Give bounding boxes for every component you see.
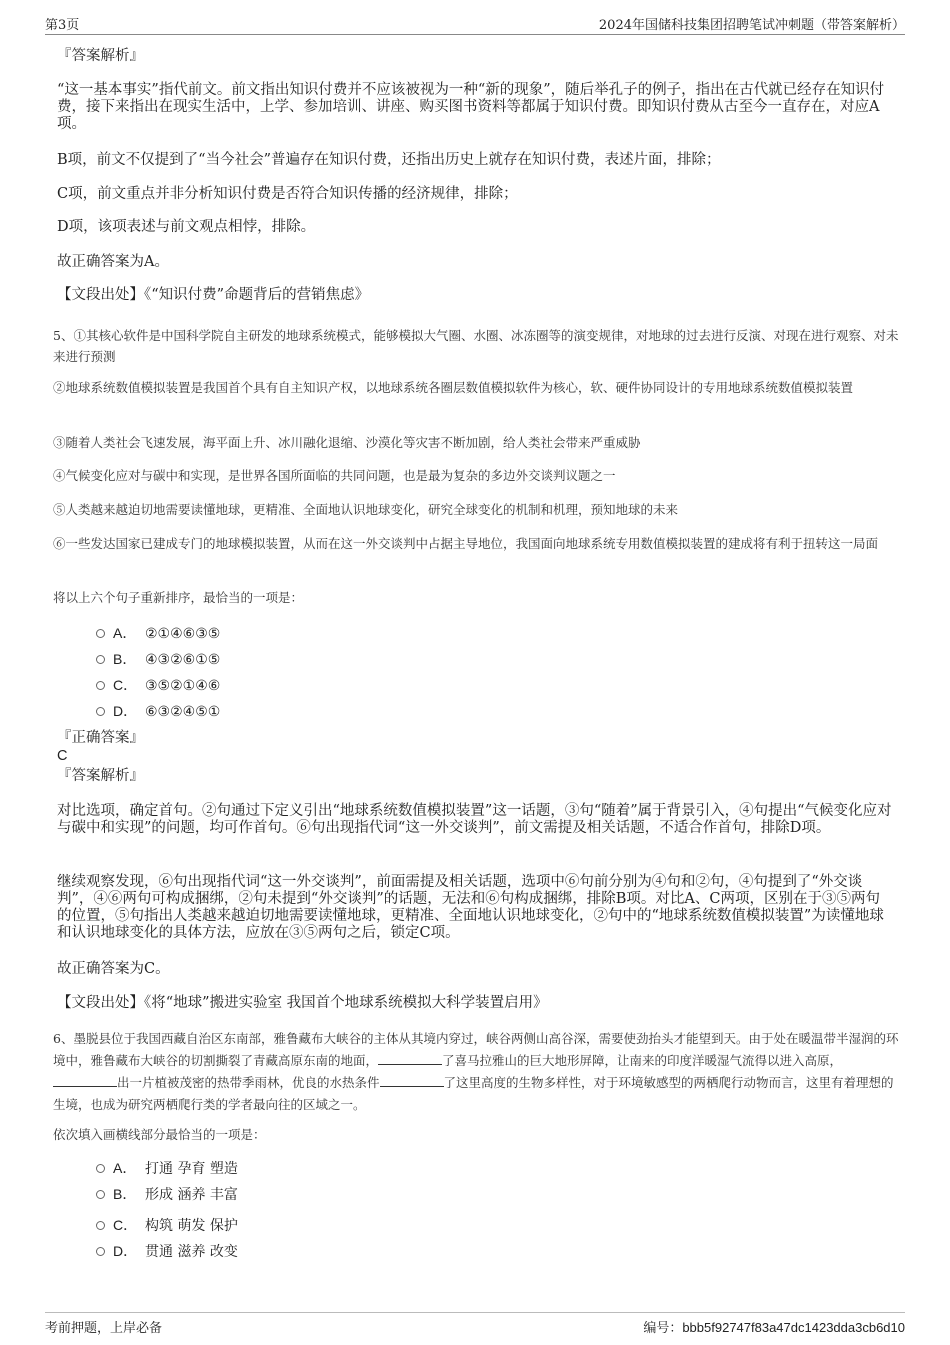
radio-icon[interactable] — [96, 1190, 105, 1199]
radio-icon[interactable] — [96, 681, 105, 690]
q6-option-a[interactable]: A． 打通 孕育 塑造 — [96, 1159, 238, 1178]
q5-option-a[interactable]: A． ②①④⑥③⑤ — [96, 624, 220, 643]
q6-option-c[interactable]: C． 构筑 萌发 保护 — [96, 1216, 238, 1235]
q5-analysis-p1: 对比选项，确定首句。②句通过下定义引出“地球系统数值模拟装置”这一话题，③句“随着”属于背景引入，④句提出“气候变化应对与碳中和实现”的问题，均可作首句。⑥句出现指代词“这一外交谈判”，前文需提及相关话题，不适合作首句，排除D项。 — [57, 803, 892, 836]
q6-stem: 6、墨脱县位于我国西藏自治区东南部，雅鲁藏布大峡谷的主体从其境内穿过，峡谷两侧山高谷深，需要使劲抬头才能望到天。由于处在暖温带半湿润的环境中，雅鲁藏布大峡谷的切割撕裂了青藏高原东南的地面， 了喜马拉雅山的巨大地形屏障，让南来的印度洋暖湿气流得以进入高原，出一片植被茂密的热带季雨林，优良的水热条件 了这里高度的生物多样性，对于环境敏感型的两栖爬行动物而言，这里有着理想的生境，也成为研究两栖爬行类的学者最向往的区域之一。 — [53, 1031, 899, 1112]
q5-answer-line: 故正确答案为C。 — [57, 961, 170, 977]
q4-analysis-p4: D项，该项表述与前文观点相悖，排除。 — [57, 219, 316, 235]
radio-icon[interactable] — [96, 655, 105, 664]
q5-analysis-title: 『答案解析』 — [57, 768, 144, 784]
q6-option-b[interactable]: B． 形成 涵养 丰富 — [96, 1185, 238, 1204]
page-footer — [45, 1312, 905, 1337]
q5-correct-value: C — [57, 748, 68, 764]
q4-source: 【文段出处】《“知识付费”命题背后的营销焦虑》 — [57, 287, 370, 303]
blank-1[interactable] — [378, 1052, 442, 1065]
document-code: 编号：bbb5f92747f83a47dc1423dda3cb6d10 — [643, 1320, 905, 1335]
radio-icon[interactable] — [96, 707, 105, 716]
q6-prompt: 依次填入画横线部分最恰当的一项是： — [53, 1127, 266, 1142]
blank-3[interactable] — [380, 1074, 444, 1087]
q5-sentence-4: ④气候变化应对与碳中和实现，是世界各国所面临的共同问题，也是最为复杂的多边外交谈判议题之一 — [53, 468, 616, 483]
q5-sentence-2: ②地球系统数值模拟装置是我国首个具有自主知识产权，以地球系统各圈层数值模拟软件为核心，软、硬件协同设计的专用地球系统数值模拟装置 — [53, 380, 854, 395]
q5-sentence-6: ⑥一些发达国家已建成专门的地球模拟装置，从而在这一外交谈判中占据主导地位，我国面向地球系统专用数值模拟装置的建成将有利于扭转这一局面 — [53, 536, 879, 551]
radio-icon[interactable] — [96, 1221, 105, 1230]
q4-analysis-p2: B项，前文不仅提到了“当今社会”普遍存在知识付费，还指出历史上就存在知识付费，表述片面，排除； — [57, 152, 721, 168]
document-title: 2024年国储科技集团招聘笔试冲刺题（带答案解析） — [598, 18, 905, 33]
page-number: 第3页 — [45, 18, 80, 33]
q5-option-d[interactable]: D． ⑥③②④⑤① — [96, 702, 220, 721]
q5-option-c[interactable]: C． ③⑤②①④⑥ — [96, 676, 220, 695]
q6-option-d[interactable]: D． 贯通 滋养 改变 — [96, 1242, 238, 1261]
blank-2[interactable] — [53, 1074, 117, 1087]
q4-analysis-p3: C项，前文重点并非分析知识付费是否符合知识传播的经济规律，排除； — [57, 186, 518, 202]
q5-sentence-3: ③随着人类社会飞速发展，海平面上升、冰川融化退缩、沙漠化等灾害不断加剧，给人类社会带来严重威胁 — [53, 435, 641, 450]
q5-correct-title: 『正确答案』 — [57, 730, 144, 746]
q4-analysis-p1: “这一基本事实”指代前文。前文指出知识付费并不应该被视为一种“新的现象”，随后举孔子的例子，指出在古代就已经存在知识付费，接下来指出在现实生活中，上学、参加培训、讲座、购买图书资料等都属于知识付费。即知识付费从古至今一直存在，对应A项。 — [57, 82, 885, 132]
radio-icon[interactable] — [96, 629, 105, 638]
q5-source: 【文段出处】《将“地球”搬进实验室 我国首个地球系统模拟大科学装置启用》 — [57, 995, 548, 1011]
q5-sentence-5: ⑤人类越来越迫切地需要读懂地球，更精准、全面地认识地球变化，研究全球变化的机制和机理，预知地球的未来 — [53, 502, 679, 517]
q5-prompt: 将以上六个句子重新排序，最恰当的一项是： — [53, 590, 304, 605]
q4-analysis-title: 『答案解析』 — [57, 48, 144, 64]
q4-answer-line: 故正确答案为A。 — [57, 254, 169, 270]
q5-analysis-p2: 继续观察发现，⑥句出现指代词“这一外交谈判”，前面需提及相关话题，选项中⑥句前分别为④句和②句，④句提到了“外交谈判”，④⑥两句可构成捆绑，②句未提到“外交谈判”的话题，无法和⑥句构成捆绑，排除B项。对比A、C两项，区别在于③⑤两句的位置，⑤句指出人类越来越迫切地需要读懂地球，更精准、全面地认识地球变化，②句中的“地球系统数值模拟装置”为读懂地球和认识地球变化的具体方法，应放在③⑤两句之后，锁定C项。 — [57, 874, 884, 941]
radio-icon[interactable] — [96, 1247, 105, 1256]
q5-sentence-1: 5、①其核心软件是中国科学院自主研发的地球系统模式，能够模拟大气圈、水圈、冰冻圈等的演变规律，对地球的过去进行反演、对现在进行观察、对未来进行预测 — [53, 328, 899, 364]
page-header — [45, 14, 905, 35]
q5-option-b[interactable]: B． ④③②⑥①⑤ — [96, 650, 220, 669]
radio-icon[interactable] — [96, 1164, 105, 1173]
footer-slogan: 考前押题，上岸必备 — [45, 1321, 163, 1336]
